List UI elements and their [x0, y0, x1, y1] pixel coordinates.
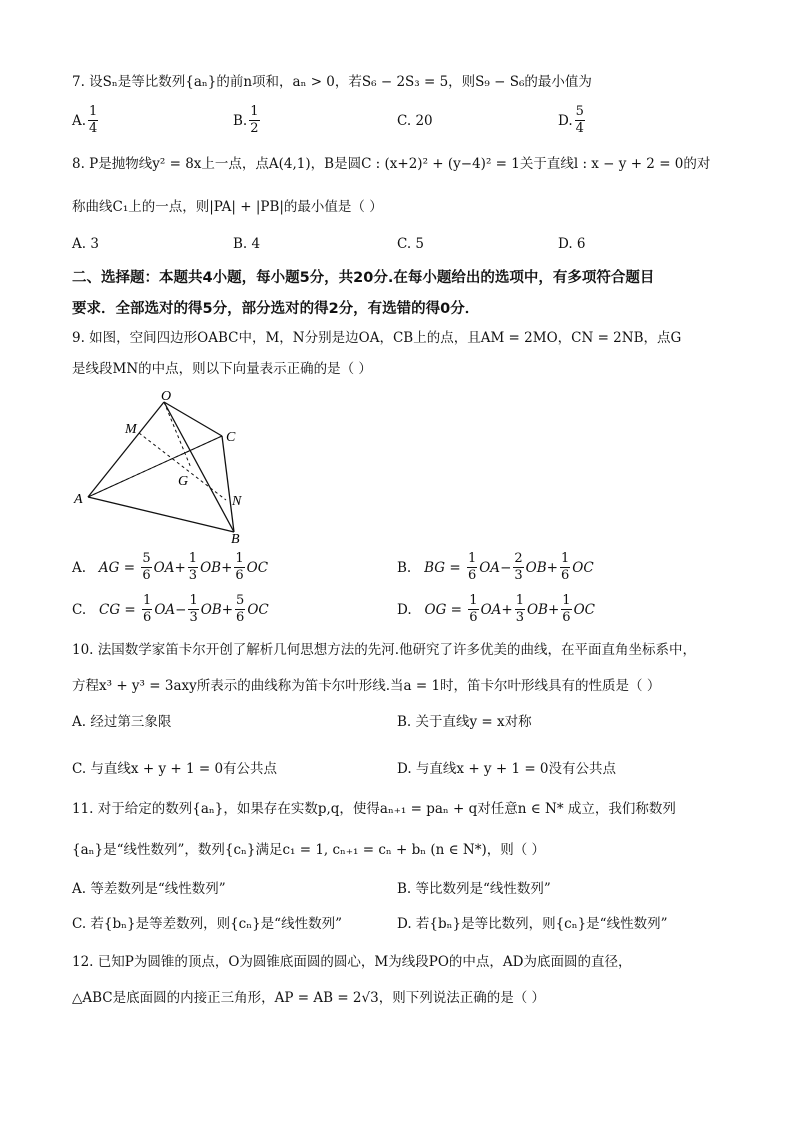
label-M: M: [125, 422, 137, 437]
q8-line1: 8. P是抛物线y² = 8x上一点，点A(4,1)，B是圆C : (x+2)² + (y−4)² = 1关于直线l : x − y + 2 = 0的对: [72, 156, 711, 172]
q7-option-b: B. $\frac{1}{2}$: [233, 104, 259, 136]
q8-line2: 称曲线C₁上的一点，则|PA| + |PB|的最小值是（ ）: [72, 199, 383, 215]
label-B: B: [231, 532, 240, 547]
label-N: N: [232, 494, 242, 509]
q11-option-d: D. 若{bₙ}是等比数列，则{cₙ}是“线性数列”: [397, 916, 668, 932]
q7-option-d-fraction: $\frac{5}{4}$: [575, 104, 584, 136]
label-G: G: [178, 474, 189, 489]
section-2-heading-line1: 二、选择题：本题共4小题，每小题5分，共20分.在每小题给出的选项中，有多项符合题目: [72, 270, 655, 286]
section-2-heading-line2: 要求．全部选对的得5分，部分选对的得2分，有选错的得0分．: [72, 301, 480, 317]
q8-option-b: B. 4: [233, 236, 261, 252]
label-A: A: [74, 492, 83, 507]
q8-option-c: C. 5: [397, 236, 425, 252]
q9-option-a: A. AG = $\frac{5}{6}$ OA + $\frac{1}{3}$ OB + $\frac{1}{6}$ OC: [72, 551, 269, 583]
q7-stem: 7. 设Sₙ是等比数列{aₙ}的前n项和，aₙ > 0，若S₆ − 2S₃ = 5，则S₉ − S₆的最小值为: [72, 74, 592, 90]
q10-line2: 方程x³ + y³ = 3axy所表示的曲线称为笛卡尔叶形线.当a = 1时，笛卡尔叶形线具有的性质是（ ）: [72, 678, 661, 694]
q12-line1: 12. 已知P为圆锥的顶点，O为圆锥底面圆的圆心，M为线段PO的中点，AD为底面圆的直径，: [72, 954, 632, 970]
q10-option-a: A. 经过第三象限: [72, 714, 172, 730]
q11-option-b: B. 等比数列是“线性数列”: [397, 881, 551, 897]
q10-option-b: B. 关于直线y = x对称: [397, 714, 532, 730]
q7-option-d: D. $\frac{5}{4}$: [558, 104, 584, 136]
q11-line1: 11. 对于给定的数列{aₙ}，如果存在实数p,q，使得aₙ₊₁ = paₙ + q对任意n ∈ N* 成立，我们称数列: [72, 801, 676, 817]
q12-line2: △ABC是底面圆的内接正三角形，AP = AB = 2√3，则下列说法正确的是（ ）: [72, 990, 545, 1006]
q8-option-d: D. 6: [558, 236, 586, 252]
q11-option-c: C. 若{bₙ}是等差数列，则{cₙ}是“线性数列”: [72, 916, 342, 932]
q10-option-c: C. 与直线x + y + 1 = 0有公共点: [72, 761, 278, 777]
q10-line1: 10. 法国数学家笛卡尔开创了解析几何思想方法的先河.他研究了许多优美的曲线，在平面直角坐标系中，: [72, 642, 697, 658]
q9-option-d: D. OG = $\frac{1}{6}$ OA + $\frac{1}{3}$ OB + $\frac{1}{6}$ OC: [397, 593, 595, 625]
q7-option-c: C. 20: [397, 113, 433, 129]
q7-option-a-fraction: $\frac{1}{4}$: [89, 104, 98, 136]
q11-option-a: A. 等差数列是“线性数列”: [72, 881, 226, 897]
label-C: C: [226, 430, 236, 445]
q7-option-b-fraction: $\frac{1}{2}$: [250, 104, 259, 136]
q9-option-b: B. BG = $\frac{1}{6}$ OA − $\frac{2}{3}$ OB + $\frac{1}{6}$ OC: [397, 551, 594, 583]
q10-option-d: D. 与直线x + y + 1 = 0没有公共点: [397, 761, 617, 777]
q9-line2: 是线段MN的中点，则以下向量表示正确的是（ ）: [72, 361, 372, 377]
tetrahedron-figure: [70, 385, 260, 550]
q11-line2: {aₙ}是“线性数列”，数列{cₙ}满足c₁ = 1, cₙ₊₁ = cₙ + bₙ (n ∈ N*)，则（ ）: [72, 842, 546, 858]
label-O: O: [161, 389, 172, 404]
q7-option-a: A. $\frac{1}{4}$: [72, 104, 98, 136]
q9-option-c: C. CG = $\frac{1}{6}$ OA − $\frac{1}{3}$ OB + $\frac{5}{6}$ OC: [72, 593, 269, 625]
q9-line1: 9. 如图，空间四边形OABC中，M，N分别是边OA，CB上的点，且AM = 2MO，CN = 2NB，点G: [72, 330, 682, 346]
q8-option-a: A. 3: [72, 236, 99, 252]
